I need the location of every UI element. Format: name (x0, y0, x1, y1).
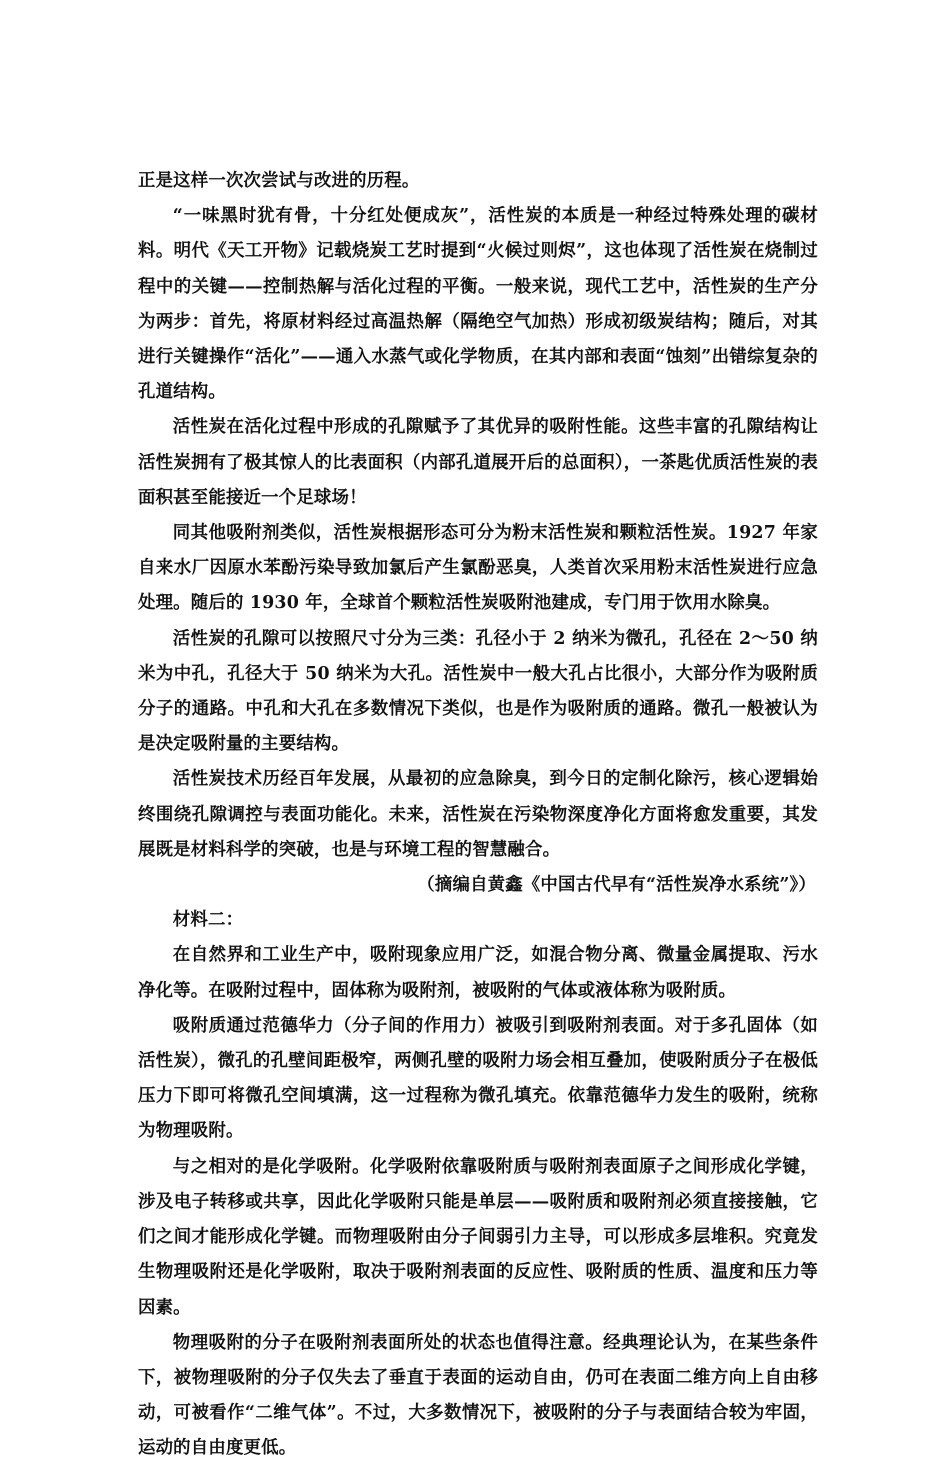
paragraph-carbon-essence: “一味黑时犹有骨，十分红处便成灰”，活性炭的本质是一种经过特殊处理的碳材料。明代《天工开物》记载烧炭工艺时提到“火候过则烬”，这也体现了活性炭在烧制过程中的关键——控制热解与活化过程的平衡。一般来说，现代工艺中，活性炭的生产分为两步：首先，将原材料经过高温热解（隔绝空气加热）形成初级炭结构；随后，对其进行关键操作“活化”——通入水蒸气或化学物质，在其内部和表面“蚀刻”出错综复杂的孔道结构。 (138, 206, 818, 403)
paragraph-adsorption-definition: 在自然界和工业生产中，吸附现象应用广泛，如混合物分离、微量金属提取、污水净化等。在吸附过程中，固体称为吸附剂，被吸附的气体或液体称为吸附质。 (138, 945, 818, 1001)
paragraph-carbon-forms: 同其他吸附剂类似，活性炭根据形态可分为粉末活性炭和颗粒活性炭。1927 年家自来水厂因原水苯酚污染导致加氯后产生氯酚恶臭，人类首次采用粉末活性炭进行应急处理。随后的 1930 年，全球首个颗粒活性炭吸附池建成，专门用于饮用水除臭。 (138, 523, 818, 614)
section-heading-material-two: 材料二： (172, 910, 244, 931)
paragraph-pore-sizes: 活性炭的孔隙可以按照尺寸分为三类：孔径小于 2 纳米为微孔，孔径在 2～50 纳米为中孔，孔径大于 50 纳米为大孔。活性炭中一般大孔占比很小，大部分作为吸附质分子的通路。中孔和大孔在多数情况下类似，也是作为吸附质的通路。微孔一般被认为是决定吸附量的主要结构。 (138, 628, 818, 755)
paragraph-pore-adsorption: 活性炭在活化过程中形成的孔隙赋予了其优异的吸附性能。这些丰富的孔隙结构让活性炭拥有了极其惊人的比表面积（内部孔道展开后的总面积），一茶匙优质活性炭的表面积甚至能接近一个足球场！ (138, 417, 818, 508)
source-citation: （摘编自黄鑫《中国古代早有“活性炭净水系统”》） (417, 875, 816, 896)
paragraph-development: 活性炭技术历经百年发展，从最初的应急除臭，到今日的定制化除污，核心逻辑始终围绕孔隙调控与表面功能化。未来，活性炭在污染物深度净化方面将愈发重要，其发展既是材料科学的突破，也是与环境工程的智慧融合。 (138, 769, 818, 860)
document-body (138, 164, 818, 1467)
paragraph-continuation: 正是这样一次次尝试与改进的历程。 (138, 171, 420, 191)
paragraph-adsorbed-state: 物理吸附的分子在吸附剂表面所处的状态也值得注意。经典理论认为，在某些条件下，被物理吸附的分子仅失去了垂直于表面的运动自由，仍可在表面二维方向上自由移动，可被看作“二维气体”。不过，大多数情况下，被吸附的分子与表面结合较为牢固，运动的自由度更低。 (138, 1332, 818, 1459)
paragraph-physical-adsorption: 吸附质通过范德华力（分子间的作用力）被吸引到吸附剂表面。对于多孔固体（如活性炭），微孔的孔壁间距极窄，两侧孔壁的吸附力场会相互叠加，使吸附质分子在极低压力下即可将微孔空间填满，这一过程称为微孔填充。依靠范德华力发生的吸附，统称为物理吸附。 (138, 1015, 818, 1142)
paragraph-chemical-adsorption: 与之相对的是化学吸附。化学吸附依靠吸附质与吸附剂表面原子之间形成化学键，涉及电子转移或共享，因此化学吸附只能是单层——吸附质和吸附剂必须直接接触，它们之间才能形成化学键。而物理吸附由分子间弱引力主导，可以形成多层堆积。究竟发生物理吸附还是化学吸附，取决于吸附剂表面的反应性、吸附质的性质、温度和压力等因素。 (138, 1156, 818, 1318)
